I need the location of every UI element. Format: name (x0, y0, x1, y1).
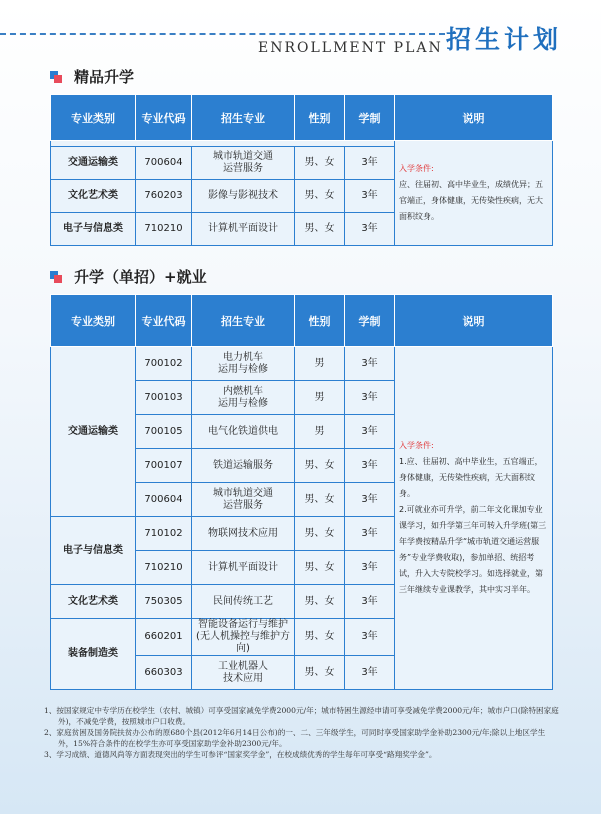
code-cell: 700103 (136, 381, 192, 415)
code-cell: 710210 (136, 551, 192, 585)
header-en-title: ENROLLMENT PLAN (258, 40, 443, 56)
code-cell: 700604 (136, 483, 192, 517)
years-cell: 3年 (345, 449, 395, 483)
major-cell: 计算机平面设计 (192, 213, 295, 246)
col-header: 专业代码 (136, 95, 192, 141)
gender-cell: 男、女 (295, 449, 345, 483)
code-cell: 700102 (136, 347, 192, 381)
code-cell: 700107 (136, 449, 192, 483)
years-cell: 3年 (345, 213, 395, 246)
note-label: 入学条件: (399, 441, 434, 450)
square-bullet-icon (50, 271, 62, 283)
section2-heading (50, 266, 207, 287)
col-header: 性别 (295, 295, 345, 347)
years-cell: 3年 (345, 381, 395, 415)
col-header: 专业类别 (51, 95, 136, 141)
gender-cell: 男、女 (295, 551, 345, 585)
col-header: 专业代码 (136, 295, 192, 347)
major-cell: 电力机车 运用与检修 (192, 347, 295, 381)
col-header: 学制 (345, 295, 395, 347)
footer-notes (44, 705, 559, 760)
footer-note: 2、家庭贫困及国务院扶贫办公布的原680个县(2012年6月14日公布)的一、二、三年级学生，可同时享受国家助学金补助2300元/年;除以上地区学生外，15%符合条件的在校学生亦可享受国家助学金补助2300元/年。 (44, 728, 546, 748)
category-cell: 电子与信息类 (51, 517, 136, 585)
gender-cell: 男 (295, 415, 345, 449)
table-header-row (51, 295, 553, 347)
section1-note (395, 141, 553, 246)
code-cell: 700604 (136, 147, 192, 180)
major-cell: 工业机器人 技术应用 (192, 656, 295, 690)
col-header: 专业类别 (51, 295, 136, 347)
col-header: 性别 (295, 95, 345, 141)
code-cell: 710102 (136, 517, 192, 551)
footer-note: 3、学习成绩、道德风尚等方面表现突出的学生可参评“国家奖学金”，在校成绩优秀的学生每年可享受“路翔奖学金”。 (44, 750, 437, 759)
footer-note: 1、按国家规定中专学历在校学生（农村、城镇）可享受国家减免学费2000元/年；城市特困生源经申请可享受减免学费2000元/年；城市户口(除特困家庭外)，不减免学费，按照城市户口收费。 (44, 706, 559, 726)
gender-cell: 男、女 (295, 585, 345, 619)
years-cell: 3年 (345, 585, 395, 619)
major-cell: 电气化铁道供电 (192, 415, 295, 449)
years-cell: 3年 (345, 551, 395, 585)
gender-cell: 男 (295, 381, 345, 415)
major-cell: 内燃机车 运用与检修 (192, 381, 295, 415)
years-cell: 3年 (345, 347, 395, 381)
major-cell: 城市轨道交通 运营服务 (192, 147, 295, 180)
section1-title: 精品升学 (74, 68, 135, 86)
category-cell: 交通运输类 (51, 147, 136, 180)
section1-heading (50, 66, 134, 87)
gender-cell: 男、女 (295, 483, 345, 517)
code-cell: 660303 (136, 656, 192, 690)
gender-cell: 男、女 (295, 147, 345, 180)
code-cell: 750305 (136, 585, 192, 619)
code-cell: 710210 (136, 213, 192, 246)
table-header-row (51, 95, 553, 141)
code-cell: 660201 (136, 619, 192, 656)
section2-note (395, 347, 553, 690)
major-cell: 计算机平面设计 (192, 551, 295, 585)
years-cell: 3年 (345, 656, 395, 690)
code-cell: 760203 (136, 180, 192, 213)
section1-table (50, 94, 553, 246)
years-cell: 3年 (345, 147, 395, 180)
note-text: 1.应、往届初、高中毕业生，五官端正，身体健康，无传染性疾病，无大面积纹身。 2.可就业亦可升学，前二年文化课加专业课学习，如升学第三年可转入升学班(第三年学费按精品升学“城市轨道交通运营服务”专业学费收取)，参加单招、统招考试，升入大专院校学习。如选择就业，第三年继续专业课教学，其中实习半年。 (399, 457, 547, 594)
years-cell: 3年 (345, 415, 395, 449)
gender-cell: 男、女 (295, 517, 345, 551)
code-cell: 700105 (136, 415, 192, 449)
category-cell: 文化艺术类 (51, 180, 136, 213)
square-bullet-icon (50, 71, 62, 83)
col-header: 招生专业 (192, 295, 295, 347)
col-header: 招生专业 (192, 95, 295, 141)
category-cell: 电子与信息类 (51, 213, 136, 246)
note-label: 入学条件: (399, 164, 434, 173)
section2-table (50, 294, 553, 690)
major-cell: 影像与影视技术 (192, 180, 295, 213)
header-dashed-line (0, 33, 445, 35)
col-header: 说明 (395, 295, 553, 347)
col-header: 说明 (395, 95, 553, 141)
section2-title: 升学（单招）+就业 (74, 268, 207, 286)
header-cn-title: 招生计划 (446, 25, 563, 54)
gender-cell: 男、女 (295, 213, 345, 246)
gender-cell: 男、女 (295, 656, 345, 690)
major-cell: 铁道运输服务 (192, 449, 295, 483)
years-cell: 3年 (345, 619, 395, 656)
years-cell: 3年 (345, 517, 395, 551)
category-cell: 文化艺术类 (51, 585, 136, 619)
major-cell: 城市轨道交通 运营服务 (192, 483, 295, 517)
table-row (51, 347, 553, 381)
gender-cell: 男、女 (295, 619, 345, 656)
note-text: 应、往届初、高中毕业生，成绩优异；五官端正，身体健康，无传染性疾病，无大面积纹身。 (399, 180, 543, 221)
years-cell: 3年 (345, 180, 395, 213)
years-cell: 3年 (345, 483, 395, 517)
category-cell: 交通运输类 (51, 347, 136, 517)
gender-cell: 男 (295, 347, 345, 381)
col-header: 学制 (345, 95, 395, 141)
category-cell: 装备制造类 (51, 619, 136, 690)
major-cell: 智能设备运行与维护 (无人机操控与维护方向) (192, 619, 295, 656)
gender-cell: 男、女 (295, 180, 345, 213)
major-cell: 物联网技术应用 (192, 517, 295, 551)
major-cell: 民间传统工艺 (192, 585, 295, 619)
